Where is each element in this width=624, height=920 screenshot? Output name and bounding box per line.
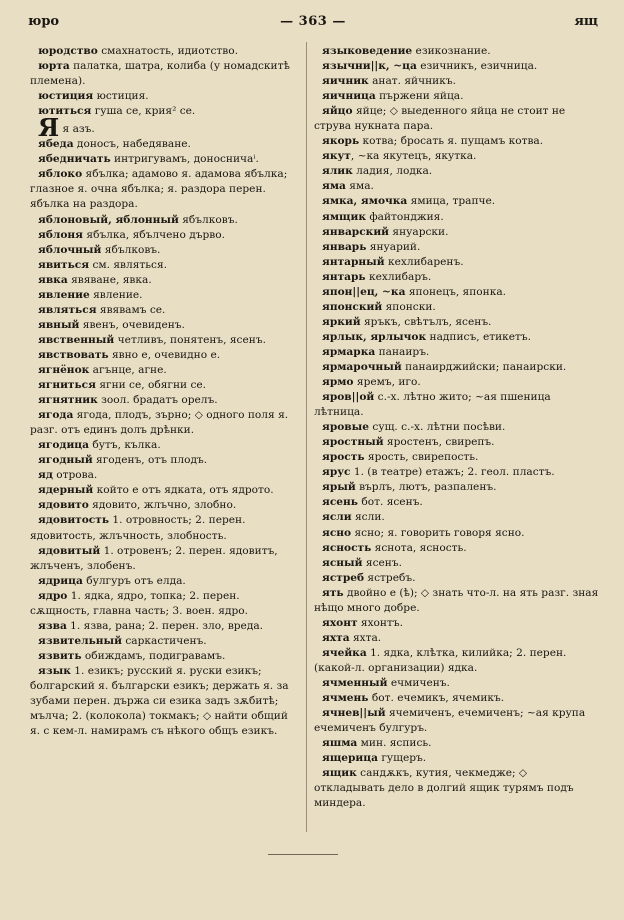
entry-headword: ябеда: [38, 138, 74, 151]
entry-translation: яхта.: [349, 631, 382, 644]
dictionary-entry: [314, 375, 600, 390]
entry-translation: сущ. с.-х. лѣтни посѣви.: [369, 421, 506, 434]
dictionary-entry: [30, 89, 300, 104]
dictionary-entry: [30, 378, 300, 393]
entry-translation: кехлибаръ.: [365, 270, 432, 283]
dictionary-entry: [30, 288, 300, 303]
bottom-rule: [268, 854, 338, 855]
entry-translation: 1. (в театре) етажъ; 2. геол. пластъ.: [350, 466, 555, 479]
entry-translation: двойно е (ѣ); ◇ знать что-л. на ять разг. зная нѣщо много добре.: [314, 586, 599, 614]
dictionary-entry: [30, 104, 300, 119]
entry-translation: яремъ, иго.: [353, 376, 421, 389]
entry-headword: январский: [322, 225, 390, 238]
dictionary-entry: [314, 285, 600, 300]
dictionary-entry: [314, 44, 600, 59]
dictionary-entry: [30, 137, 300, 152]
entry-headword: ярость: [322, 451, 365, 464]
entry-headword: юстиция: [38, 90, 94, 103]
page-header: [28, 14, 598, 34]
entry-headword: языковедение: [322, 45, 413, 57]
dictionary-entry: [314, 225, 600, 240]
entry-translation: ячемиченъ, ечемиченъ; ~ая крупа ечемиченъ булгуръ.: [314, 707, 586, 735]
entry-translation: японецъ, японка.: [405, 285, 507, 298]
entry-headword: язык: [38, 664, 71, 677]
dictionary-entry: [30, 59, 300, 89]
entry-headword: ящик: [322, 767, 357, 780]
entry-headword: язычни||к, ~ца: [322, 60, 417, 73]
entry-translation: гуша се, крия² се.: [91, 105, 196, 118]
dictionary-entry: [30, 589, 300, 619]
entry-headword: яблоко: [38, 168, 83, 181]
right-column: [314, 44, 600, 811]
column-divider: [306, 42, 307, 832]
entry-translation: ярость, свирепость.: [364, 451, 479, 464]
dictionary-entry: [30, 649, 300, 664]
dictionary-entry: [30, 113, 300, 143]
entry-translation: японски.: [382, 300, 436, 313]
entry-translation: саркастиченъ.: [122, 634, 207, 647]
entry-translation: котва; бросать я. пущамъ котва.: [359, 135, 544, 148]
entry-translation: явно е, очевидно е.: [108, 348, 221, 361]
entry-headword: ядовито: [38, 499, 89, 512]
entry-headword: янтарный: [322, 255, 385, 268]
entry-headword: ячмень: [322, 692, 369, 705]
entry-translation: 1. ядка, клѣтка, килийка; 2. перен. (какой-л. организации) ядка.: [314, 646, 567, 674]
entry-headword: ясность: [322, 541, 372, 554]
entry-translation: ябълковъ.: [101, 243, 161, 256]
dictionary-entry: [314, 390, 600, 420]
header-left-guide-word: юро: [28, 14, 60, 29]
dictionary-entry: [314, 164, 600, 179]
entry-headword: ямка, ямочка: [322, 195, 408, 208]
dictionary-entry: [314, 691, 600, 706]
entry-headword: явка: [38, 273, 68, 286]
entry-headword: ящерица: [322, 752, 378, 765]
entry-translation: булгуръ отъ елда.: [82, 574, 186, 587]
entry-translation: смахнатость, идиотство.: [97, 45, 238, 57]
entry-headword: ягодица: [38, 439, 89, 452]
entry-translation: яйце; ◇ выеденного яйца не стоит не струва нукната пара.: [314, 105, 566, 133]
entry-translation: бот. ясенъ.: [357, 496, 423, 509]
entry-headword: яблоновый, яблонный: [38, 213, 179, 226]
entry-translation: 1. ядка, ядро, топка; 2. перен. сѫщность, главна часть; 3. воен. ядро.: [30, 589, 248, 617]
dictionary-entry: [30, 498, 300, 513]
dictionary-entry: [314, 571, 600, 586]
entry-translation: който е отъ ядката, отъ ядрото.: [93, 484, 274, 497]
entry-translation: , ~ка якутецъ, якутка.: [350, 150, 477, 163]
entry-translation: анат. яйчникъ.: [368, 75, 456, 88]
dictionary-entry: [30, 228, 300, 243]
dictionary-entry: [30, 483, 300, 498]
entry-translation: яхонтъ.: [357, 616, 403, 629]
entry-headword: ясно: [322, 526, 352, 539]
entry-translation: явление.: [89, 288, 143, 301]
dictionary-entry: [30, 318, 300, 333]
dictionary-entry: [314, 631, 600, 646]
entry-headword: якорь: [322, 135, 360, 148]
dictionary-entry: [30, 393, 300, 408]
entry-headword: язвить: [38, 649, 82, 662]
entry-translation: ладия, лодка.: [352, 165, 433, 178]
dictionary-entry: [314, 179, 600, 194]
entry-translation: файтонджия.: [366, 210, 444, 223]
entry-translation: ямица, трапче.: [407, 195, 496, 208]
entry-translation: яростенъ, свирепъ.: [383, 436, 495, 449]
entry-headword: яйцо: [322, 105, 353, 118]
dictionary-entry: [314, 240, 600, 255]
dictionary-entry: [314, 676, 600, 691]
entry-translation: ястребъ.: [364, 571, 416, 584]
entry-headword: ялик: [322, 165, 353, 178]
entry-translation: гущеръ.: [378, 752, 427, 765]
dictionary-entry: [30, 664, 300, 739]
dictionary-entry: [30, 152, 300, 167]
entry-headword: юродство: [38, 45, 98, 57]
dictionary-entry: [314, 465, 600, 480]
dictionary-entry: [314, 541, 600, 556]
entry-translation: интригувамъ, доносничаⁱ.: [110, 153, 259, 166]
dictionary-entry: [30, 453, 300, 468]
entry-headword: яичник: [322, 75, 369, 88]
entry-headword: ядовитость: [38, 514, 110, 527]
entry-headword: ясень: [322, 496, 358, 509]
dictionary-entry: [314, 510, 600, 525]
entry-translation: явенъ, очевиденъ.: [79, 318, 185, 331]
entry-headword: явный: [38, 318, 80, 331]
entry-headword: ягодный: [38, 454, 93, 467]
entry-headword: явиться: [38, 258, 90, 271]
entry-translation: кехлибаренъ.: [384, 255, 464, 268]
entry-translation: с.-х. лѣтно жито; ~ая пшеница лѣтница.: [314, 391, 551, 419]
dictionary-entry: [314, 149, 600, 164]
dictionary-entry: [314, 59, 600, 74]
entry-translation: 1. отровенъ; 2. перен. ядовитъ, жлъченъ, злобенъ.: [30, 544, 278, 572]
dictionary-entry: [314, 134, 600, 149]
dictionary-entry: [314, 616, 600, 631]
dictionary-entry: [314, 495, 600, 510]
entry-translation: палатка, шатра, колиба (у номадскитѣ племена).: [30, 60, 290, 88]
entry-headword: яхонт: [322, 616, 358, 629]
entry-headword: яма: [322, 180, 346, 193]
entry-translation: ягоденъ, отъ плодъ.: [92, 454, 208, 467]
page-number: — 363 —: [280, 14, 346, 29]
entry-headword: ягода: [38, 409, 74, 422]
entry-headword: ярый: [322, 481, 356, 494]
dictionary-entry: [314, 360, 600, 375]
dictionary-entry: [30, 438, 300, 453]
entry-headword: явствовать: [38, 348, 109, 361]
dictionary-entry: [30, 348, 300, 363]
dictionary-entry: [30, 468, 300, 483]
entry-headword: ягниться: [38, 379, 96, 392]
entry-translation: януарски.: [389, 225, 449, 238]
entry-translation: ябълка; адамово я. адамова ябълка; глазное я. очна ябълка; я. раздора перен. ябълка на раздора.: [30, 168, 288, 211]
entry-headword: яичница: [322, 90, 376, 103]
dictionary-entry: [314, 766, 600, 811]
entry-headword: ястреб: [322, 571, 365, 584]
entry-headword: являться: [38, 303, 97, 316]
dictionary-entry: [314, 89, 600, 104]
entry-headword: ярлык, ярлычок: [322, 330, 427, 343]
entry-translation: обиждамъ, подигравамъ.: [81, 649, 226, 662]
dictionary-entry: [314, 255, 600, 270]
entry-translation: явявамъ се.: [96, 303, 166, 316]
entry-headword: япон||ец, ~ка: [322, 285, 406, 298]
entry-translation: яръкъ, свѣтълъ, ясенъ.: [360, 315, 492, 328]
entry-translation: ясенъ.: [362, 556, 402, 569]
entry-headword: ядовитый: [38, 544, 101, 557]
dictionary-entry: [30, 544, 300, 574]
entry-translation: 1. язва, рана; 2. перен. зло, вреда.: [66, 619, 264, 632]
entry-headword: ядерный: [38, 484, 94, 497]
entry-translation: панаиръ.: [375, 345, 430, 358]
entry-headword: язвительный: [38, 634, 122, 647]
dictionary-entry: [314, 646, 600, 676]
dictionary-entry: [30, 243, 300, 258]
entry-headword: ячнев||ый: [322, 707, 386, 720]
entry-translation: четливъ, понятенъ, ясенъ.: [114, 333, 266, 346]
dictionary-entry: [314, 300, 600, 315]
entry-translation: езикознание.: [412, 45, 491, 57]
entry-headword: явственный: [38, 333, 115, 346]
entry-translation: мин. яспись.: [357, 737, 432, 750]
dictionary-entry: [314, 210, 600, 225]
entry-translation: бутъ, кълка.: [89, 439, 161, 452]
dictionary-entry: [314, 751, 600, 766]
entry-headword: январь: [322, 240, 367, 253]
header-right-guide-word: ящ: [574, 14, 598, 29]
entry-headword: ячейка: [322, 646, 367, 659]
entry-headword: яхта: [322, 631, 350, 644]
entry-headword: явление: [38, 288, 90, 301]
entry-headword: ярмо: [322, 376, 354, 389]
entry-translation: отрова.: [52, 469, 98, 482]
entry-headword: ямщик: [322, 210, 366, 223]
dictionary-entry: [314, 450, 600, 465]
entry-translation: пържени яйца.: [375, 90, 464, 103]
entry-headword: ядро: [38, 589, 68, 602]
entry-translation: ягода, плодъ, зърно; ◇ одного поля я. разг. отъ единъ долъ дрѣнки.: [30, 409, 289, 437]
entry-headword: юрта: [38, 60, 70, 73]
entry-headword: яд: [38, 469, 53, 482]
entry-headword: ярус: [322, 466, 351, 479]
dictionary-entry: [314, 194, 600, 209]
entry-headword: янтарь: [322, 270, 366, 283]
dictionary-entry: [30, 513, 300, 543]
entry-headword: яблоня: [38, 228, 84, 241]
dictionary-entry: [30, 303, 300, 318]
dictionary-entry: [30, 619, 300, 634]
entry-headword: яшма: [322, 737, 358, 750]
entry-translation: ядовито, жлъчно, злобно.: [88, 499, 237, 512]
entry-headword: ютиться: [38, 105, 92, 118]
left-column: [30, 44, 300, 739]
dictionary-entry: [30, 408, 300, 438]
entry-translation: ечмиченъ.: [387, 676, 450, 689]
entry-translation: явяване, явка.: [67, 273, 152, 286]
dictionary-entry: [30, 167, 300, 212]
dictionary-entry: [314, 706, 600, 736]
entry-headword: ягнёнок: [38, 363, 90, 376]
entry-headword: язва: [38, 619, 67, 632]
entry-headword: яровые: [322, 421, 370, 434]
dictionary-entry: [30, 333, 300, 348]
entry-headword: ябедничать: [38, 153, 111, 166]
entry-translation: върлъ, лютъ, разпаленъ.: [355, 481, 497, 494]
entry-translation: я азъ.: [59, 123, 95, 136]
entry-translation: яснота, ясность.: [371, 541, 467, 554]
dictionary-entry: [30, 44, 300, 59]
entry-translation: езичникъ, езичница.: [416, 60, 538, 73]
entry-translation: 1. езикъ; русский я. руски езикъ; болгарский я. български езикъ; держать я. за зубами перен. държа си езика задъ зѫбитѣ; мълча; 2. (колокола) токмакъ; ◇ найти общий я. с кем-л. намирамъ съ нѣкого общъ езикъ.: [30, 664, 289, 738]
dictionary-entry: [314, 104, 600, 134]
entry-translation: яма.: [345, 180, 374, 193]
entry-headword: ять: [322, 586, 344, 599]
entry-headword: ярмарка: [322, 345, 376, 358]
dictionary-entry: [30, 363, 300, 378]
entry-translation: ясно; я. говорить говоря ясно.: [351, 526, 525, 539]
entry-translation: юстиция.: [93, 90, 149, 103]
entry-translation: ябълка, ябълчено дърво.: [83, 228, 225, 241]
dictionary-entry: [30, 574, 300, 589]
dictionary-entry: [30, 273, 300, 288]
entry-translation: зоол. брадатъ орелъ.: [97, 394, 218, 407]
dictionary-entry: [314, 736, 600, 751]
entry-headword: ягнятник: [38, 394, 98, 407]
dictionary-entry: [314, 270, 600, 285]
entry-headword: яростный: [322, 436, 384, 449]
section-initial-letter: Я: [38, 113, 60, 143]
entry-translation: 1. отровность; 2. перен. ядовитость, жлъчность, злобность.: [30, 514, 246, 542]
entry-headword: ярмарочный: [322, 360, 402, 373]
entry-translation: см. являться.: [89, 258, 168, 271]
entry-translation: януарий.: [366, 240, 421, 253]
entry-translation: панаирджийски; панаирски.: [401, 360, 567, 373]
entry-headword: ячменный: [322, 676, 388, 689]
entry-headword: якут: [322, 150, 351, 163]
entry-headword: ясный: [322, 556, 363, 569]
entry-translation: сандѫкъ, кутия, чекмедже; ◇ откладывать дело в долгий ящик турямъ подъ миндера.: [314, 767, 574, 810]
entry-headword: ядрица: [38, 574, 83, 587]
dictionary-entry: [314, 480, 600, 495]
dictionary-entry: [30, 213, 300, 228]
entry-headword: яров||ой: [322, 391, 375, 404]
entry-translation: доносъ, набедяване.: [73, 138, 191, 151]
dictionary-entry: [314, 420, 600, 435]
entry-headword: яркий: [322, 315, 361, 328]
entry-translation: агънце, агне.: [89, 363, 167, 376]
dictionary-entry: [314, 556, 600, 571]
dictionary-entry: [314, 435, 600, 450]
entry-headword: ясли: [322, 511, 352, 524]
dictionary-entry: [314, 330, 600, 345]
dictionary-entry: [30, 258, 300, 273]
dictionary-entry: [314, 315, 600, 330]
entry-translation: ябълковъ.: [178, 213, 238, 226]
entry-translation: ясли.: [351, 511, 385, 524]
dictionary-entry: [314, 345, 600, 360]
entry-headword: яблочный: [38, 243, 102, 256]
dictionary-entry: [314, 74, 600, 89]
entry-headword: японский: [322, 300, 383, 313]
dictionary-entry: [314, 526, 600, 541]
entry-translation: надписъ, етикетъ.: [426, 330, 532, 343]
dictionary-entry: [30, 634, 300, 649]
dictionary-entry: [314, 586, 600, 616]
entry-translation: ягни се, обягни се.: [95, 379, 207, 392]
entry-translation: бот. ечемикъ, ячемикъ.: [368, 692, 505, 705]
